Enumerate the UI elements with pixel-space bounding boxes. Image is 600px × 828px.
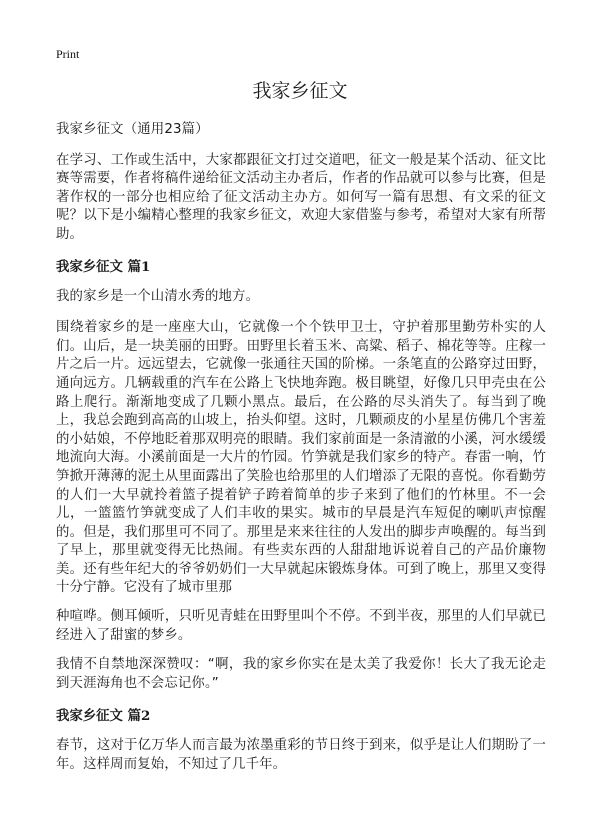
section-heading: 我家乡征文 篇2 <box>56 708 151 725</box>
body-paragraph: 围绕着家乡的是一座座大山，它就像一个个铁甲卫士，守护着那里勤劳朴实的人们。山后，是一块美丽的田野。田野里长着玉米、高粱、稻子、棉花等等。庄稼一片之后一片。远远望去，它就像一张通往天国的阶梯。一条笔直的公路穿过田野，通向远方。几辆载重的汽车在公路上飞快地奔跑。极目眺望，好像几只甲壳虫在公路上爬行。渐渐地变成了几颗小黑点。最后，在公路的尽头消失了。每当到了晚上，我总会跑到高高的山坡上，抬头仰望。这时，几颗顽皮的小星星仿佛几个害羞的小姑娘，不停地眨着那双明亮的眼睛。我们家前面是一条清澈的小溪，河水缓缓地流向大海。小溪前面是一大片的竹园。竹笋就是我们家乡的特产。春雷一响，竹笋掀开薄薄的泥土从里面露出了笑脸也给那里的人们增添了无限的喜悦。你看勤劳的人们一大早就拎着篮子提着铲子跨着简单的步子来到了他们的竹林里。不一会儿，一篮篮竹笋就变成了人们丰收的果实。城市的早晨是汽车短促的喇叭声惊醒的。但是，我们那里可不同了。那里是来来往往的人发出的脚步声唤醒的。每当到了早上，那里就变得无比热闹。有些卖东西的人甜甜地诉说着自己的产品价廉物美。还有些年纪大的爷爷奶奶们一大早就起床锻炼身体。可到了晚上，那里又变得十分宁静。它没有了城市里那 <box>56 320 546 596</box>
body-paragraph: 春节，这对于亿万华人而言最为浓墨重彩的节日终于到来，似乎是让人们期盼了一年。这样周而复始，不知过了几千年。 <box>56 738 546 773</box>
body-paragraph: 我的家乡是一个山清水秀的地方。 <box>56 288 260 304</box>
body-paragraph: 种喧哗。侧耳倾听，只听见青蛙在田野里叫个不停。不到半夜，那里的人们早就已经进入了甜蜜的梦乡。 <box>56 609 546 643</box>
intro-paragraph: 在学习、工作或生活中，大家都跟征文打过交道吧，征文一般是某个活动、征文比赛等需要，作者将稿件递给征文活动主办者后，作者的作品就可以参与比赛，但是著作权的一部分也相应给了征文活动主办方。如何写一篇有思想、有文采的征文呢？以下是小编精心整理的我家乡征文，欢迎大家借鉴与参考，希望对大家有所帮助。 <box>56 152 546 242</box>
page-title: 我家乡征文 <box>252 80 348 102</box>
section-heading: 我家乡征文 篇1 <box>56 258 151 275</box>
article-subtitle: 我家乡征文（通用23篇） <box>56 122 209 137</box>
article-body <box>56 121 546 775</box>
print-link[interactable]: Print <box>56 47 80 61</box>
body-paragraph: 我情不自禁地深深赞叹：“啊，我的家乡你实在是太美了我爱你！长大了我无论走到天涯海角也不会忘记你。” <box>56 657 546 691</box>
